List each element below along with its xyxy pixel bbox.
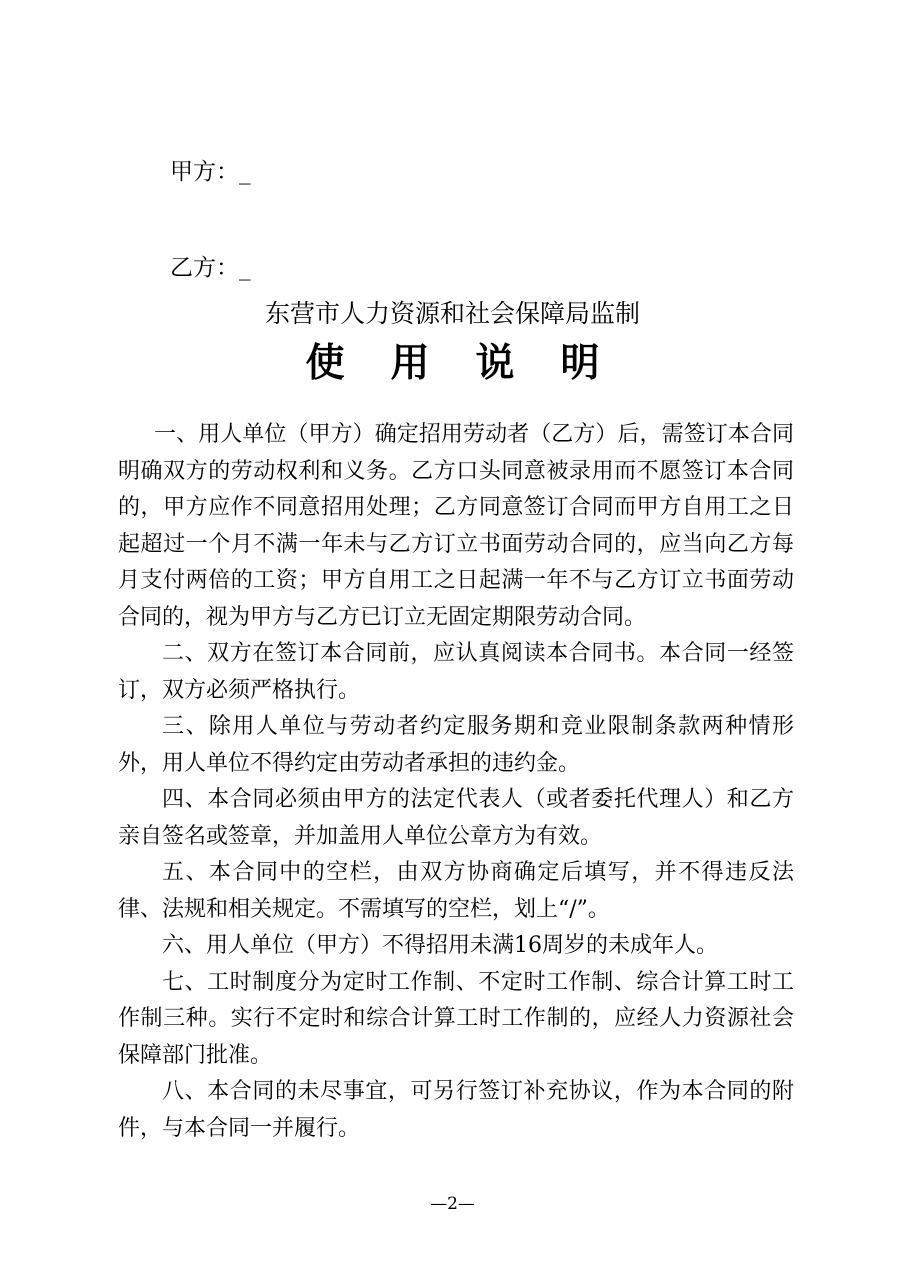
- instruction-paragraph-7: 七、工时制度分为定时工作制、不定时工作制、综合计算工时工作制三种。实行不定时和综合计算工时工作制的，应经人力资源社会保障部门批准。: [118, 969, 794, 1068]
- party-a-field: 甲方：_: [170, 159, 251, 185]
- instructions-body: [118, 417, 794, 1147]
- instruction-paragraph-5: 五、本合同中的空栏，由双方协商确定后填写，并不得违反法律、法规和相关规定。不需填写的空栏，划上“/”。: [118, 860, 794, 922]
- party-b-field: 乙方：_: [170, 255, 251, 281]
- page-title: 使用说明: [305, 340, 646, 386]
- instruction-paragraph-8: 八、本合同的未尽事宜，可另行签订补充协议，作为本合同的附件，与本合同一并履行。: [118, 1079, 794, 1141]
- issuer-line: 东营市人力资源和社会保障局监制: [264, 299, 640, 328]
- instruction-paragraph-6: 六、用人单位（甲方）不得招用未满16周岁的未成年人。: [162, 933, 718, 958]
- page-number: —2—: [430, 1194, 475, 1214]
- instruction-paragraph-3: 三、除用人单位与劳动者约定服务期和竞业限制条款两种情形外，用人单位不得约定由劳动者承担的违约金。: [118, 714, 794, 776]
- instruction-paragraph-4: 四、本合同必须由甲方的法定代表人（或者委托代理人）和乙方亲自签名或签章，并加盖用人单位公章方为有效。: [118, 787, 794, 849]
- instruction-paragraph-1: 一、用人单位（甲方）确定招用劳动者（乙方）后，需签订本合同明确双方的劳动权利和义务。乙方口头同意被录用而不愿签订本合同的，甲方应作不同意招用处理；乙方同意签订合同而甲方自用工之日起超过一个月不满一年未与乙方订立书面劳动合同的，应当向乙方每月支付两倍的工资；甲方自用工之日起满一年不与乙方订立书面劳动合同的，视为甲方与乙方已订立无固定期限劳动合同。: [118, 422, 794, 630]
- instruction-paragraph-2: 二、双方在签订本合同前，应认真阅读本合同书。本合同一经签订，双方必须严格执行。: [118, 641, 794, 703]
